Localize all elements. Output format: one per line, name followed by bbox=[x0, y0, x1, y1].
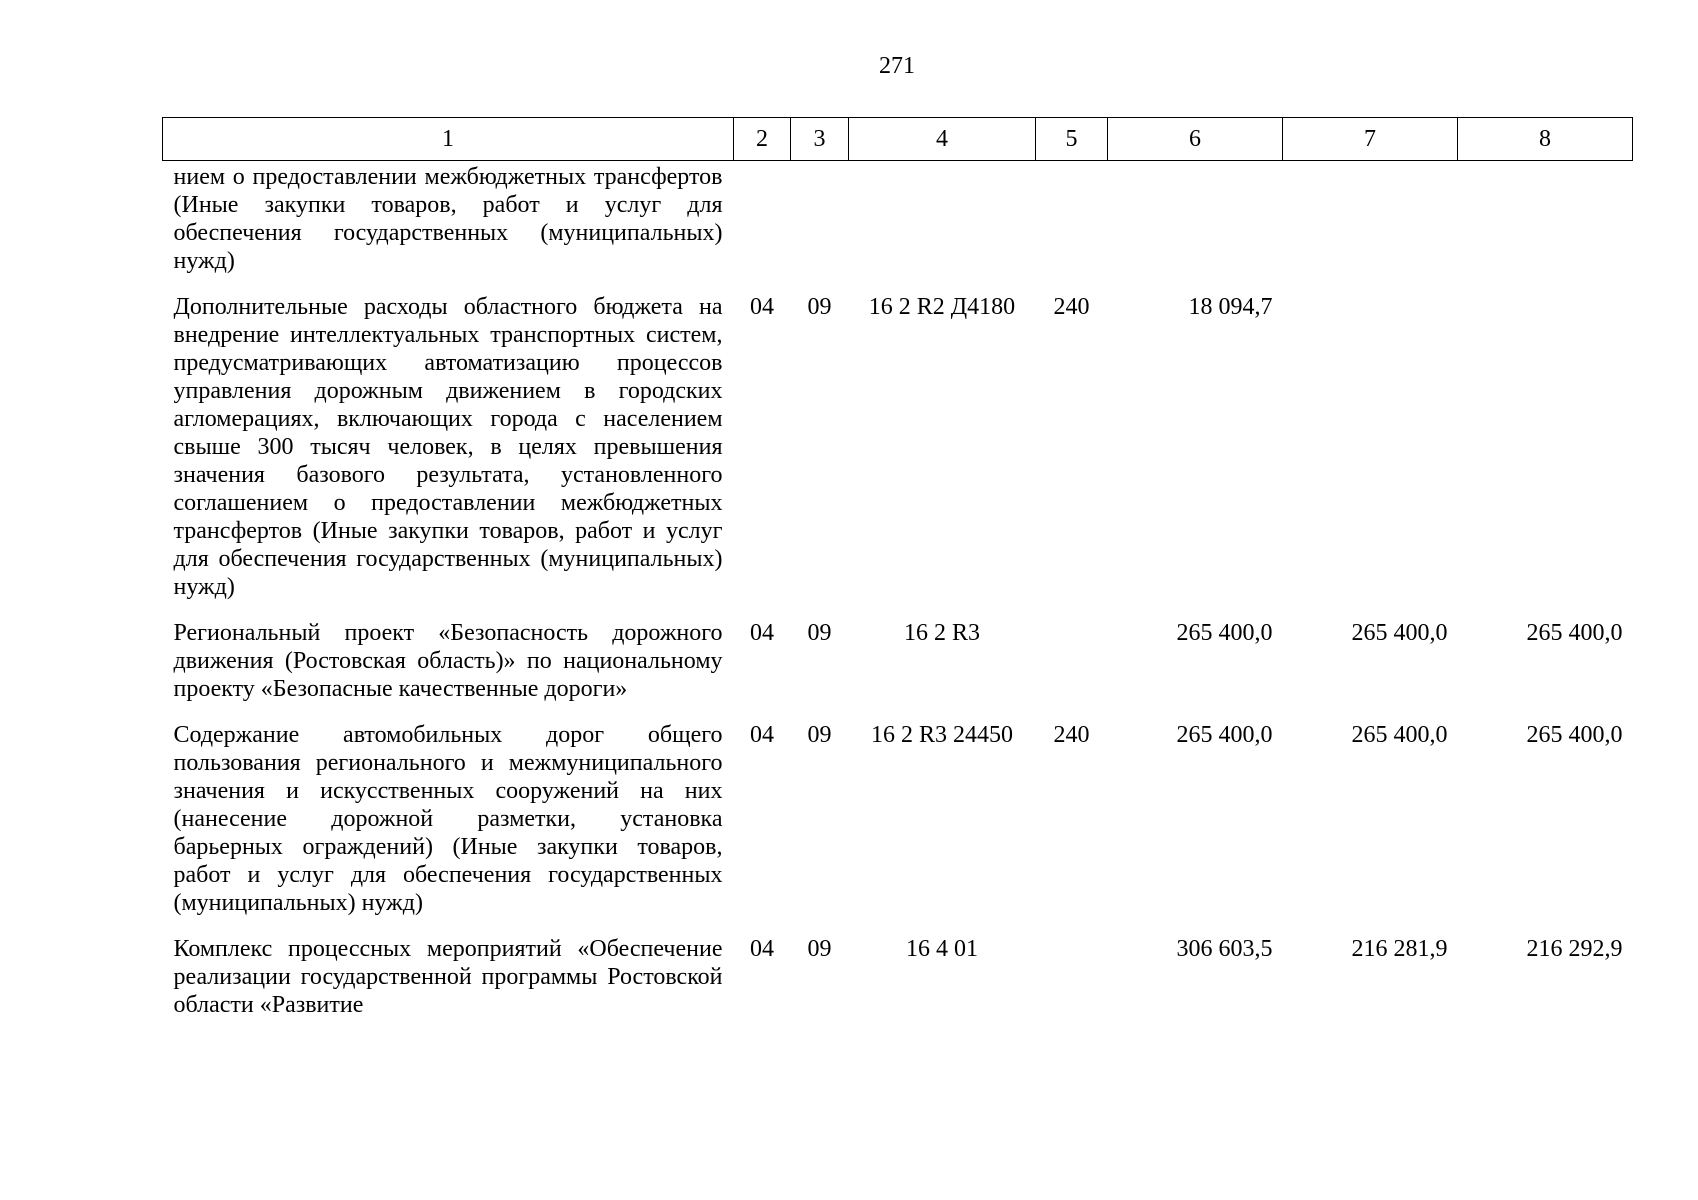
header-cell-7: 7 bbox=[1283, 118, 1458, 161]
row-description: нием о предоставлении межбюджетных трансфертов (Иные закупки товаров, работ и услуг для обеспечения государственных (муниципальных) нужд) bbox=[173, 164, 723, 274]
row-section bbox=[734, 161, 791, 294]
row-amount-col7: 265 400,0 bbox=[1351, 722, 1448, 748]
header-cell-2: 2 bbox=[734, 118, 791, 161]
budget-table bbox=[162, 117, 1633, 1037]
row-subsection: 09 bbox=[807, 936, 832, 962]
table-row bbox=[163, 619, 1633, 721]
row-subsection: 09 bbox=[807, 722, 832, 748]
row-amount-col8: 265 400,0 bbox=[1526, 722, 1623, 748]
row-amount-col8 bbox=[1458, 161, 1633, 294]
row-amount-col6 bbox=[1108, 161, 1283, 294]
row-amount-col8 bbox=[1458, 293, 1633, 619]
row-subsection: 09 bbox=[807, 294, 832, 320]
row-target-article: 16 2 R3 bbox=[903, 620, 980, 646]
row-target-article: 16 2 R2 Д4180 bbox=[868, 294, 1016, 320]
row-subsection: 09 bbox=[807, 620, 832, 646]
row-description: Комплекс процессных мероприятий «Обеспечение реализации государственной программы Ростовской области «Развитие bbox=[173, 936, 723, 1018]
row-amount-col6: 265 400,0 bbox=[1176, 722, 1273, 748]
row-expense-type: 240 bbox=[1053, 294, 1090, 320]
row-description: Региональный проект «Безопасность дорожного движения (Ростовская область)» по национальному проекту «Безопасные качественные дороги» bbox=[173, 620, 723, 702]
row-amount-col7 bbox=[1283, 161, 1458, 294]
row-target-article bbox=[849, 161, 1036, 294]
row-subsection bbox=[791, 161, 849, 294]
row-target-article: 16 4 01 bbox=[906, 936, 978, 962]
row-section: 04 bbox=[750, 722, 774, 748]
table-row bbox=[163, 935, 1633, 1037]
row-section: 04 bbox=[750, 936, 774, 962]
header-cell-6: 6 bbox=[1108, 118, 1283, 161]
row-expense-type: 240 bbox=[1053, 722, 1090, 748]
row-expense-type bbox=[1036, 161, 1108, 294]
row-amount-col6: 18 094,7 bbox=[1188, 294, 1273, 320]
row-amount-col7: 265 400,0 bbox=[1351, 620, 1448, 646]
header-cell-4: 4 bbox=[849, 118, 1036, 161]
row-description: Содержание автомобильных дорог общего пользования регионального и межмуниципального значения и искусственных сооружений на них (нанесение дорожной разметки, установка барьерных ограждений) (Иные закупки товаров, работ и услуг для обеспечения государственных (муниципальных) нужд) bbox=[173, 722, 723, 916]
header-cell-1: 1 bbox=[163, 118, 734, 161]
row-amount-col8: 265 400,0 bbox=[1526, 620, 1623, 646]
table-row bbox=[163, 293, 1633, 619]
table-row bbox=[163, 161, 1633, 294]
row-expense-type bbox=[1036, 935, 1108, 1037]
row-section: 04 bbox=[750, 620, 774, 646]
page-number: 271 bbox=[879, 53, 915, 79]
header-cell-3: 3 bbox=[791, 118, 849, 161]
row-amount-col6: 306 603,5 bbox=[1176, 936, 1273, 962]
row-target-article: 16 2 R3 24450 bbox=[870, 722, 1013, 748]
header-row bbox=[163, 118, 1633, 161]
row-description: Дополнительные расходы областного бюджета на внедрение интеллектуальных транспортных систем, предусматривающих автоматизацию процессов управления дорожным движением в городских агломерациях, включающих города с населением свыше 300 тысяч человек, в целях превышения значения базового результата, установленного соглашением о предоставлении межбюджетных трансфертов (Иные закупки товаров, работ и услуг для обеспечения государственных (муниципальных) нужд) bbox=[173, 294, 723, 600]
header-cell-5: 5 bbox=[1036, 118, 1108, 161]
row-amount-col7: 216 281,9 bbox=[1351, 936, 1448, 962]
row-expense-type bbox=[1036, 619, 1108, 721]
row-amount-col6: 265 400,0 bbox=[1176, 620, 1273, 646]
header-cell-8: 8 bbox=[1458, 118, 1633, 161]
row-section: 04 bbox=[750, 294, 774, 320]
row-amount-col8: 216 292,9 bbox=[1526, 936, 1623, 962]
row-amount-col7 bbox=[1283, 293, 1458, 619]
table-row bbox=[163, 721, 1633, 935]
